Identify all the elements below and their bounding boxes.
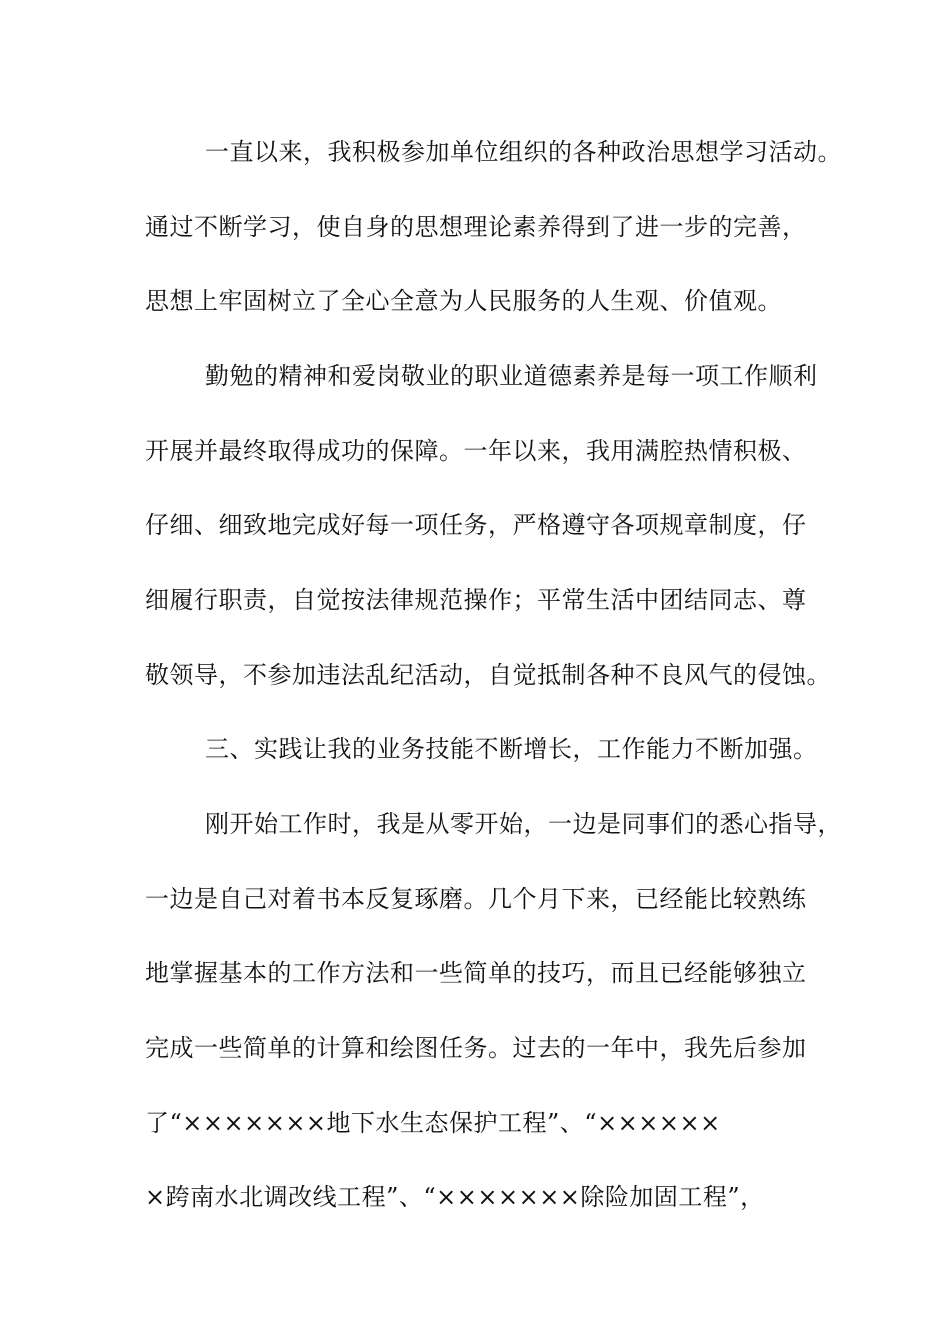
paragraph-2-line-2: 开展并最终取得成功的保障。一年以来，我用满腔热情积极、 (145, 437, 807, 465)
paragraph-2-line-4: 细履行职责，自觉按法律规范操作；平常生活中团结同志、尊 (145, 586, 807, 614)
paragraph-3-line-1: 刚开始工作时，我是从零开始，一边是同事们的悉心指导， (205, 810, 842, 838)
paragraph-3-line-4: 完成一些简单的计算和绘图任务。过去的一年中，我先后参加 (145, 1034, 807, 1062)
paragraph-3-line-3: 地掌握基本的工作方法和一些简单的技巧，而且已经能够独立 (145, 959, 807, 987)
paragraph-2-line-1: 勤勉的精神和爱岗敬业的职业道德素养是每一项工作顺利 (205, 362, 818, 390)
paragraph-3-line-2: 一边是自己对着书本反复琢磨。几个月下来，已经能比较熟练 (145, 885, 807, 913)
paragraph-3-line-6: ×跨南水北调改线工程”、“×××××××除险加固工程”， (145, 1183, 765, 1211)
paragraph-2-line-5: 敬领导，不参加违法乱纪活动，自觉抵制各种不良风气的侵蚀。 (145, 661, 831, 689)
paragraph-2-line-3: 仔细、细致地完成好每一项任务，严格遵守各项规章制度，仔 (145, 511, 807, 539)
paragraph-1-line-2: 通过不断学习，使自身的思想理论素养得到了进一步的完善， (145, 213, 807, 241)
paragraph-1-line-3: 思想上牢固树立了全心全意为人民服务的人生观、价值观。 (145, 287, 782, 315)
paragraph-1-line-1: 一直以来，我积极参加单位组织的各种政治思想学习活动。 (205, 138, 842, 166)
section-heading-three: 三、实践让我的业务技能不断增长，工作能力不断加强。 (205, 735, 818, 763)
paragraph-3-line-5: 了“×××××××地下水生态保护工程”、“×××××× (145, 1109, 721, 1137)
